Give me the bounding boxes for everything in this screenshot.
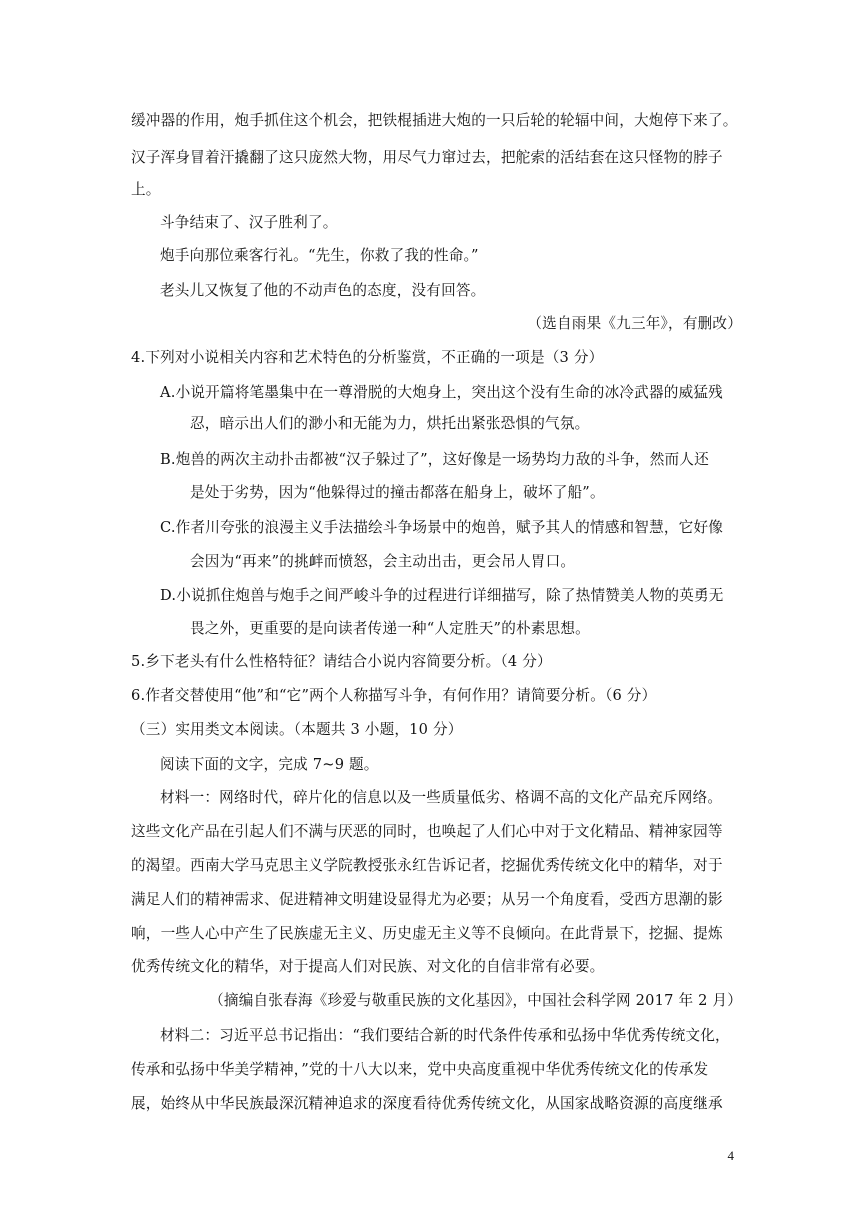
- material-1-line: 满足人们的精神需求、促进精神文明建设显得尤为必要；从另一个角度看，受西方思潮的影: [131, 891, 723, 908]
- section-instruction: 阅读下面的文字，完成 7~9 题。: [160, 756, 379, 773]
- option-d: 畏之外，更重要的是向读者传递一种“人定胜天”的朴素思想。: [190, 620, 590, 637]
- option-b: 是处于劣势，因为“他躲得过的撞击都落在船身上，破坏了船”。: [190, 484, 605, 501]
- question-6: 6.作者交替使用“他”和“它”两个人称描写斗争，有何作用？请简要分析。（6 分）: [131, 687, 657, 704]
- section-heading: （三）实用类文本阅读。（本题共 3 小题，10 分）: [131, 721, 463, 738]
- story-line: 炮手向那位乘客行礼。“先生，你救了我的性命。”: [160, 247, 479, 264]
- story-line: 缓冲器的作用，炮手抓住这个机会，把铁棍插进大炮的一只后轮的轮辐中间，大炮停下来了。: [131, 112, 738, 129]
- option-a: A.小说开篇将笔墨集中在一尊滑脱的大炮身上，突出这个没有生命的冰冷武器的威猛残: [160, 384, 723, 401]
- question-4-stem: 4.下列对小说相关内容和艺术特色的分析鉴赏，不正确的一项是（3 分）: [131, 349, 604, 366]
- material-2-line: 材料二：习近平总书记指出：“我们要结合新的时代条件传承和弘扬中华优秀传统文化，: [160, 1027, 730, 1044]
- option-d: D.小说抓住炮兽与炮手之间严峻斗争的过程进行详细描写，除了热情赞美人物的英勇无: [160, 587, 724, 604]
- story-line: 老头儿又恢复了他的不动声色的态度，没有回答。: [160, 282, 486, 299]
- material-1-line: 材料一：网络时代，碎片化的信息以及一些质量低劣、格调不高的文化产品充斥网络。: [160, 789, 723, 806]
- material-1-source: （摘编自张春海《珍爱与敬重民族的文化基因》，中国社会科学网 2017 年 2 月）: [209, 992, 742, 1009]
- material-2-line: 传承和弘扬中华美学精神，”党的十八大以来，党中央高度重视中华优秀传统文化的传承发: [131, 1061, 709, 1078]
- material-1-line: 响，一些人心中产生了民族虚无主义、历史虚无主义等不良倾向。在此背景下，挖掘、提炼: [131, 925, 723, 942]
- story-source: （选自雨果《九三年》，有删改）: [527, 315, 742, 332]
- material-1-line: 的渴望。西南大学马克思主义学院教授张永红告诉记者，挖掘优秀传统文化中的精华，对于: [131, 857, 723, 874]
- option-b: B.炮兽的两次主动扑击都被“汉子躲过了”，这好像是一场势均力敌的斗争，然而人还: [160, 451, 709, 468]
- story-line: 斗争结束了、汉子胜利了。: [160, 214, 338, 231]
- option-a: 忍，暗示出人们的渺小和无能为力，烘托出紧张恐惧的气氛。: [190, 415, 590, 432]
- story-line: 汉子浑身冒着汗撬翻了这只庞然大物，用尽气力窜过去，把舵索的活结套在这只怪物的脖子: [131, 149, 723, 166]
- material-2-line: 展，始终从中华民族最深沉精神追求的深度看待优秀传统文化，从国家战略资源的高度继承: [131, 1095, 723, 1112]
- material-1-line: 优秀传统文化的精华，对于提高人们对民族、对文化的自信非常有必要。: [131, 958, 605, 975]
- option-c: C.作者川夸张的浪漫主义手法描绘斗争场景中的炮兽，赋予其人的情感和智慧，它好像: [160, 519, 724, 536]
- page-number: 4: [727, 1148, 734, 1163]
- story-line: 上。: [131, 181, 161, 198]
- option-c: 会因为“再来”的挑衅而愤怒，会主动出击，更会吊人胃口。: [190, 553, 576, 570]
- question-5: 5.乡下老头有什么性格特征？请结合小说内容简要分析。（4 分）: [131, 653, 552, 670]
- material-1-line: 这些文化产品在引起人们不满与厌恶的同时，也唤起了人们心中对于文化精品、精神家园等: [131, 823, 723, 840]
